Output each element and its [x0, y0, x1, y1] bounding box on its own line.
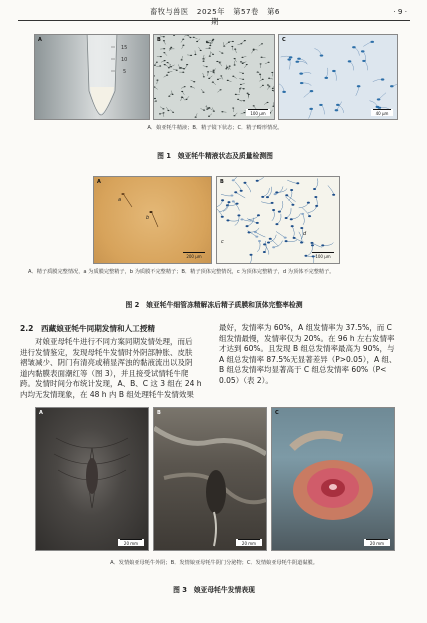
fig2-label-a: A — [97, 179, 101, 185]
left-line: 道内黏膜表面潮红等（图 3），并且接受试情牦牛爬 — [20, 368, 189, 378]
fig1-scalebar-c — [371, 109, 393, 116]
fig3-panel-c — [271, 407, 395, 551]
fig2-panel-b — [216, 176, 340, 264]
fig2-mark-c: c — [221, 239, 224, 245]
fig3-label-b: B — [157, 410, 161, 416]
sperm-abnormality-image — [279, 35, 397, 119]
tube-mark-15: 15 — [121, 45, 128, 51]
fig3-panel-b — [153, 407, 267, 551]
fig3-label-c: C — [275, 410, 279, 416]
fig1-label-b: B — [157, 37, 161, 43]
left-line: 进行发情鉴定，发现母牦牛发情时外阴部肿胀、皮肤 — [20, 347, 193, 357]
fig2-scalebar-a — [183, 252, 205, 259]
fig1-label-a: A — [38, 37, 42, 43]
section-heading: 2.2 西藏娘亚牦牛同期发情和人工授精 — [20, 324, 155, 333]
journal-issue: 第6期 — [211, 7, 280, 26]
fig3-caption: A．发情娘亚母牦牛外阴；B．发情娘亚母牦牛阴门分泌物；C．发情娘亚母牦牛阴道黏膜。 — [110, 560, 318, 566]
sperm-microscope-image — [154, 35, 274, 119]
left-line: 褶皱减少、阴门有清亮或稍显浑浊的黏液流出以及阴 — [20, 358, 193, 367]
journal-year: 2025年 — [196, 7, 225, 16]
journal-volume: 第57卷 — [233, 7, 259, 16]
fig1-scalebar-b — [246, 109, 270, 116]
mucosa-photo — [272, 408, 394, 550]
fig1-panel-a — [34, 34, 150, 120]
fig3-scalebar-a — [118, 539, 144, 546]
vulva-photo — [36, 408, 148, 550]
fig3-scalebar-c — [364, 539, 390, 546]
fig2-scale-a-text: 200 μm — [186, 254, 202, 259]
fig3-scale-a-text: 20 mm — [123, 541, 139, 546]
right-line: 最好，发情率为 60%，A 组发情率为 37.5%，而 C — [219, 323, 392, 332]
header-rule — [18, 20, 410, 21]
fig3-scale-c-text: 20 mm — [369, 541, 385, 546]
fig3-panel-a — [35, 407, 149, 551]
fig2-title: 图 2 娘亚牦牛细管冻精解冻后精子质膜和顶体完整率检测 — [125, 301, 303, 309]
fig1-label-c: C — [282, 37, 286, 43]
journal-header — [150, 7, 280, 27]
fig2-scalebar-b — [312, 252, 334, 259]
tube-mark-10: 10 — [121, 57, 128, 63]
right-line: B 组总发情率均显著高于 C 组总发情率 60%（P< — [219, 365, 387, 374]
discharge-photo — [154, 408, 266, 550]
fig2-panel-a — [93, 176, 212, 264]
fig3-scalebar-b — [236, 539, 262, 546]
left-line: 对娘亚母牦牛进行不同方案同期发情处理，而后 — [20, 337, 193, 346]
fig2-caption: A．精子质膜完整情况，a 为质膜完整精子，b 为质膜不完整精子；B．精子顶体完整情况，c 为顶体完整精子，d 为顶体不完整精子。 — [28, 269, 335, 275]
semen-tube-illustration — [35, 35, 149, 119]
right-line: 0.05）（表 2）。 — [219, 375, 273, 385]
fig1-panel-b — [153, 34, 275, 120]
journal-name: 畜牧与兽医 — [150, 7, 189, 16]
fig2-mark-d: d — [303, 231, 307, 237]
fig3-label-a: A — [39, 410, 43, 416]
fig2-label-b: B — [220, 179, 224, 185]
right-line: 组发情最慢，发情率仅为 20%。在 96 h 左右发情率 — [219, 333, 395, 343]
tube-mark-5: 5 — [123, 69, 127, 75]
fig1-scale-c-text: 40 μm — [375, 111, 389, 116]
right-column-text — [219, 323, 411, 386]
fig1-caption: A．娘亚牦牛精液；B．精子镜下状态；C．精子畸形情况。 — [147, 125, 283, 131]
fig2-mark-b: b — [146, 215, 150, 221]
right-line: 才达到 60%。且发现 B 组总发情率最高为 90%，与 — [219, 344, 395, 353]
fig1-title: 图 1 娘亚牦牛精液状态及质量检测图 — [157, 152, 273, 160]
fig1-panel-c — [278, 34, 398, 120]
left-column-text — [20, 337, 210, 400]
fig3-title: 图 3 娘亚母牦牛发情表现 — [173, 586, 255, 594]
fig2-scale-b-text: 100 μm — [315, 254, 331, 259]
fig1-scale-b-text: 100 μm — [250, 111, 266, 116]
fig3-scale-b-text: 20 mm — [241, 541, 257, 546]
page-number: · 9 · — [393, 7, 407, 16]
right-line: A 组总发情率 87.5%无显著差异（P>0.05），A 组、 — [219, 354, 397, 364]
sperm-membrane-image — [94, 177, 211, 263]
fig2-mark-a: a — [118, 197, 122, 203]
left-line: 跨。发情时间分布统计发现，A、B、C 这 3 组在 24 h — [20, 379, 202, 388]
sperm-acrosome-image — [217, 177, 339, 263]
left-line: 内均无发情现象，在 48 h 内 B 组处理牦牛发情效果 — [20, 389, 194, 399]
